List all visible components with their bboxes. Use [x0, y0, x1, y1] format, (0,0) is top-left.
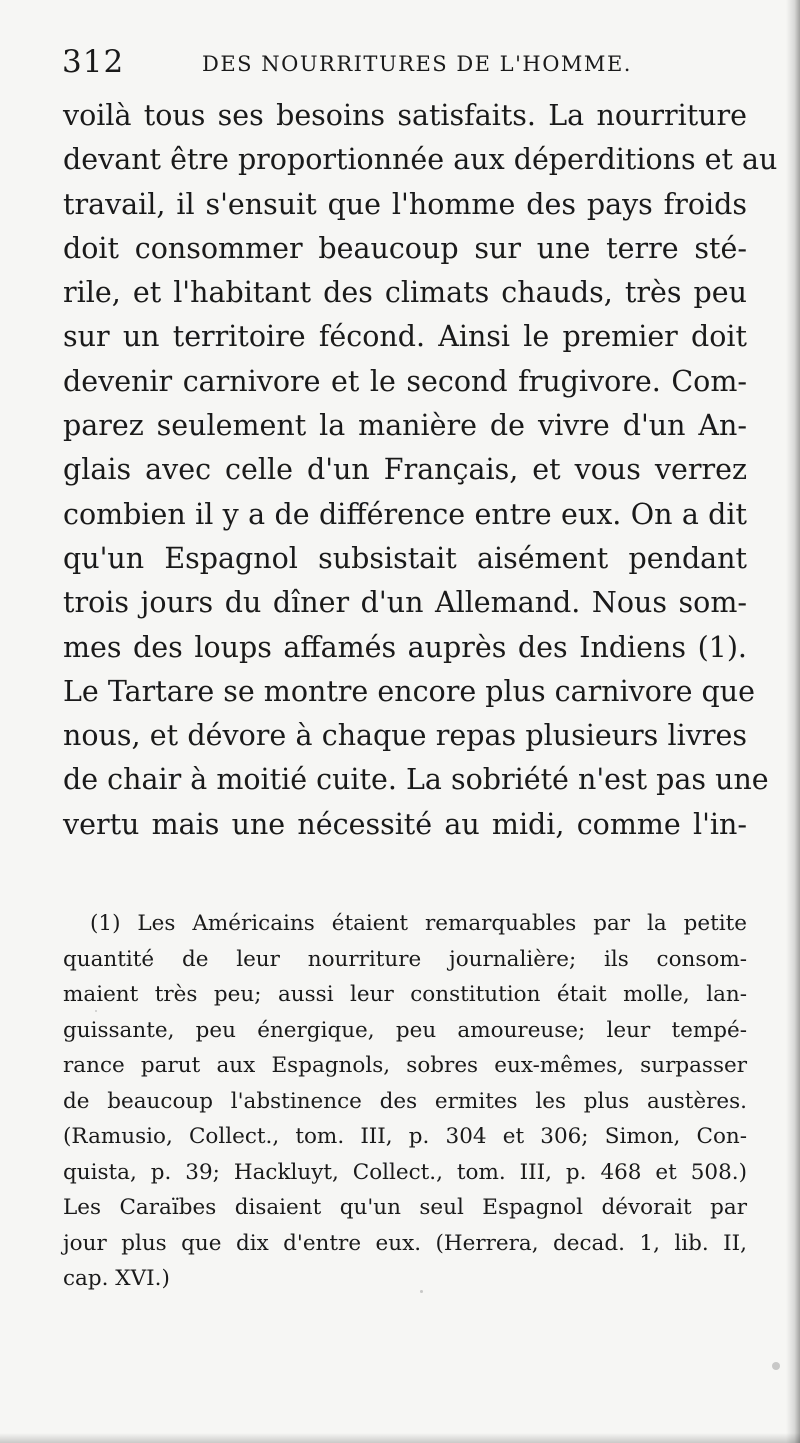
text-line: de chair à moitié cuite. La sobriété n'est pas une — [63, 763, 769, 797]
footnote-line: rance parut aux Espagnols, sobres eux-mêmes, surpasser — [63, 1053, 747, 1078]
footnote-line: maient très peu; aussi leur constitution était molle, lan- — [63, 982, 747, 1007]
footnote-line: (Ramusio, Collect., tom. III, p. 304 et 306; Simon, Con- — [63, 1124, 747, 1149]
footnote-line: cap. XVI.) — [63, 1266, 170, 1291]
text-line: voilà tous ses besoins satisfaits. La nourriture — [63, 99, 747, 132]
text-line: parez seulement la manière de vivre d'un An- — [63, 409, 747, 443]
footnote — [63, 906, 747, 1297]
paper-speck — [772, 1362, 780, 1370]
text-line: devenir carnivore et le second frugivore. Com- — [63, 364, 747, 398]
footnote-line: jour plus que dix d'entre eux. (Herrera, decad. 1, lib. II, — [63, 1230, 747, 1256]
footnote-line: (1) Les Américains étaient remarquables par la petite — [90, 911, 747, 936]
text-line: sur un territoire fécond. Ainsi le premier doit — [63, 320, 747, 354]
text-line: travail, il s'ensuit que l'homme des pays froids — [63, 187, 747, 221]
text-line: doit consommer beaucoup sur une terre sté- — [63, 231, 747, 265]
footnote-line: quista, p. 39; Hackluyt, Collect., tom. III, p. 468 et 508.) — [63, 1159, 747, 1185]
footnote-line: de beaucoup l'abstinence des ermites les plus austères. — [63, 1088, 747, 1114]
footnote-line: quantité de leur nourriture journalière; ils consom- — [63, 946, 747, 972]
page-number: 312 — [62, 44, 125, 80]
footnote-line: guissante, peu énergique, peu amoureuse; leur tempé- — [63, 1017, 747, 1043]
text-line: nous, et dévore à chaque repas plusieurs livres — [63, 719, 747, 753]
text-line: devant être proportionnée aux déperditions et au — [63, 143, 778, 177]
text-line: rile, et l'habitant des climats chauds, très peu — [63, 276, 747, 310]
paper-speck — [420, 1290, 423, 1293]
text-line: qu'un Espagnol subsistait aisément pendant — [63, 541, 747, 575]
text-line: mes des loups affamés auprès des Indiens (1). — [63, 630, 747, 664]
page-header — [62, 44, 752, 84]
text-line: glais avec celle d'un Français, et vous verrez — [63, 453, 747, 487]
footnote-line: Les Caraïbes disaient qu'un seul Espagnol dévorait par — [63, 1195, 747, 1220]
text-line: trois jours du dîner d'un Allemand. Nous som- — [63, 586, 747, 620]
running-head: DES NOURRITURES DE L'HOMME. — [202, 52, 632, 76]
text-line: Le Tartare se montre encore plus carnivore que — [63, 674, 755, 708]
main-text — [63, 94, 778, 847]
text-line: combien il y a de différence entre eux. On a dit — [63, 497, 747, 531]
text-line: vertu mais une nécessité au midi, comme l'in- — [63, 807, 747, 841]
paper-speck — [95, 1010, 97, 1012]
